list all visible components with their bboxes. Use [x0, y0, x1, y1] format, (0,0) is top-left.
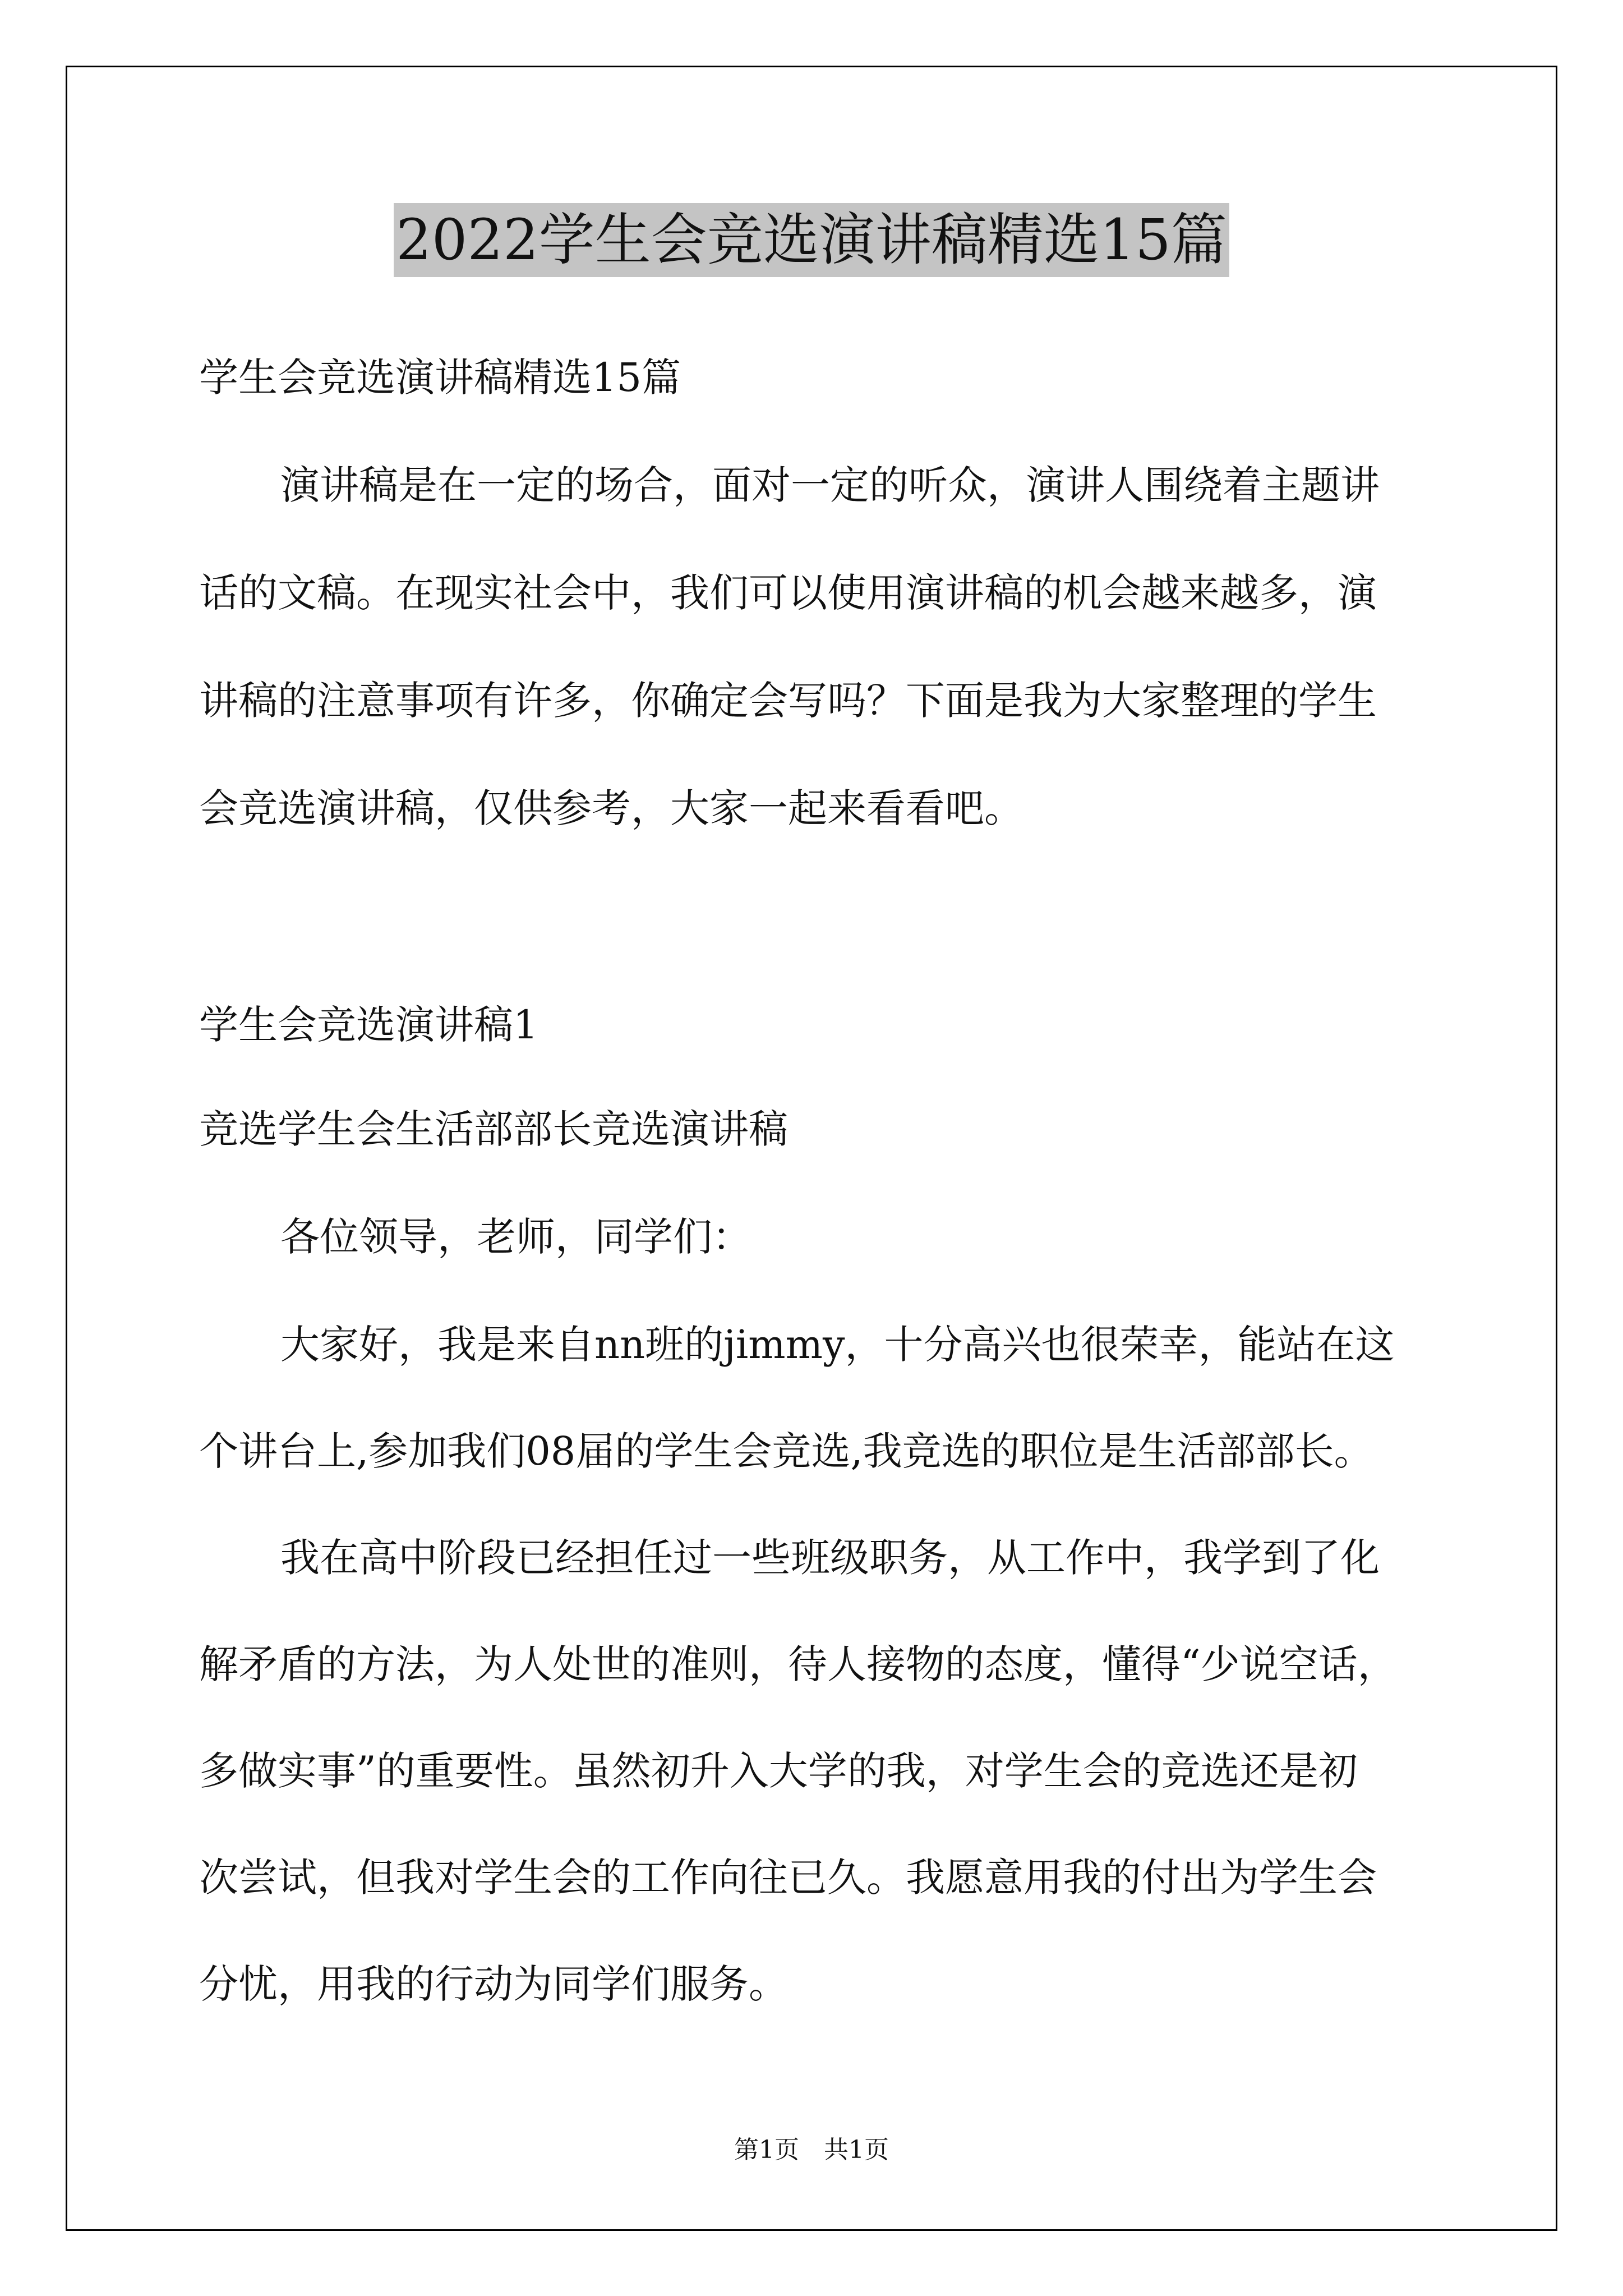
- paragraph-line: 话的文稿。在现实社会中，我们可以使用演讲稿的机会越来越多，演: [199, 570, 1377, 616]
- subtitle-line: 学生会竞选演讲稿精选15篇: [199, 355, 681, 401]
- paragraph-line: 会竞选演讲稿，仅供参考，大家一起来看看吧。: [199, 785, 1023, 831]
- document-title: 2022学生会竞选演讲稿精选15篇: [394, 203, 1229, 277]
- speech-title: 竞选学生会生活部部长竞选演讲稿: [199, 1106, 788, 1152]
- title-container: [0, 203, 1623, 277]
- paragraph-line: 演讲稿是在一定的场合，面对一定的听众，演讲人围绕着主题讲: [280, 462, 1380, 508]
- page-footer: 第1页 共1页: [734, 2136, 889, 2164]
- paragraph-line: 我在高中阶段已经担任过一些班级职务，从工作中，我学到了化: [280, 1535, 1380, 1581]
- paragraph-line: 个讲台上,参加我们08届的学生会竞选,我竞选的职位是生活部部长。: [199, 1428, 1373, 1474]
- paragraph-line: 多做实事”的重要性。虽然初升入大学的我，对学生会的竞选还是初: [199, 1748, 1358, 1794]
- salutation-line: 各位领导，老师，同学们：: [280, 1214, 751, 1260]
- section-heading: 学生会竞选演讲稿1: [199, 1002, 538, 1048]
- paragraph-line: 次尝试，但我对学生会的工作向往已久。我愿意用我的付出为学生会: [199, 1855, 1377, 1901]
- paragraph-line: 分忧，用我的行动为同学们服务。: [199, 1961, 788, 2007]
- paragraph-line: 讲稿的注意事项有许多，你确定会写吗？下面是我为大家整理的学生: [199, 678, 1377, 724]
- paragraph-line: 解矛盾的方法，为人处世的准则，待人接物的态度，懂得“少说空话，: [199, 1641, 1397, 1687]
- paragraph-line: 大家好，我是来自nn班的jimmy，十分高兴也很荣幸，能站在这: [280, 1322, 1395, 1368]
